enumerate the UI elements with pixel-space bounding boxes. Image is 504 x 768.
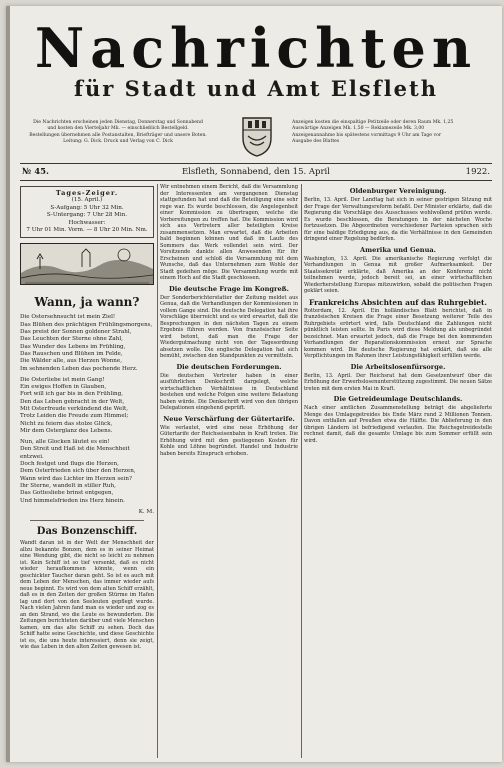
poem-line: Wann wird das Lichter im Herzen sein? [20,475,132,482]
poem-line: Ein ewiges Hoffen in Glauben, [20,384,107,391]
poem-stanza [20,314,154,372]
tageszeiger-date: (15. April.) [71,197,103,204]
article-body: Rotterdam, 12. April. Ein holländisches Blatt berichtet, daß in französischen Kreisen die Frage einer Besetzung weiterer Teile des Ruhrgebiets erörtert wird, falls Deutschland die Zahlungen nicht pünktlich leisten sollte. In Paris wird diese Meldung als unbegründet bezeichnet. Man erwartet jedoch, daß die Frage bei den kommenden Verhandlungen der Reparationskommission erneut zur Sprache kommen wird. Die deutsche Regierung hat erklärt, daß sie alle Verpflichtungen im Rahmen ihrer Leistungsfähigkeit erfüllen werde. [304,307,492,359]
subscription-line: Leitung: G. Dick. Druck und Verlag von C. Dick [63,139,173,145]
article-body: Berlin, 13. April. Der Landtag hat sich in seiner gestrigen Sitzung mit der Frage der Verwaltungsreform befaßt. Der Minister erklärte, daß die Regierung die Vorschläge des Ausschusses wohlwollend prüfen werde. Es wurde beschlossen, die Beratungen in der nächsten Woche fortzusetzen. Die Abgeordneten verschiedener Parteien sprachen sich für eine baldige Erledigung aus, da die Verhältnisse in den Gemeinden dringend einer Regelung bedürfen. [304,197,492,242]
article-body: Berlin, 13. April. Der Reichsrat hat dem Gesetzentwurf über die Erhöhung der Erwerbslosenunterstützung zugestimmt. Die neuen Sätze treten mit dem ersten Mai in Kraft. [304,372,492,392]
poem-stanza [20,377,154,435]
poem-line: Die Osterliebe ist mein Gang! [20,376,105,383]
article-body: Der Sonderberichterstatter der Zeitung meldet aus Genua, daß die Verhandlungen der Kommissionen in vollem Gange sind. Die deutsche Delegation hat ihre Vorschläge überreicht und es wird erwartet, daß die Besprechungen in den nächsten Tagen zu einem Ergebnis führen werden. Von französischer Seite wird betont, daß man die Frage der Wiedergutmachung nicht von der Tagesordnung absetzen wolle. Die englische Delegation hat sich bemüht, zwischen den Standpunkten zu vermitteln. [160,294,298,359]
article-heading: Die Getreideumlage Deutschlands. [333,395,463,403]
poem-line: Die Ostersehnsucht ist mein Ziel! [20,314,116,321]
masthead-subtitle: für Stadt und Amt Elsfleth [73,76,439,101]
column-divider [301,184,302,758]
poem-line: Die Wälder alle, aus Herzen Wonne, [20,358,122,365]
poem-line: Dem Osterfrieden sich über den Herzen, [20,468,136,475]
poem-line: Mit Osterfreude verkündend die Welt, [20,406,129,412]
column-left [20,184,154,758]
article-body: Die deutschen Vertreter haben in einer ausführlichen Denkschrift dargelegt, welche wirtschaftlichen Verhältnisse in Deutschland bestehen und welche Folgen eine weitere Belastung haben würde. Die Denkschrift wird von den übrigen Delegationen eingehend geprüft. [160,372,298,411]
town-crest-icon [240,114,274,158]
tageszeiger-line: 7 Uhr 01 Min. Vorm. — 8 Uhr 20 Min. Nm. [26,227,148,234]
issue-year: 1922. [465,167,490,177]
poem-line: Im sehnenden Leben das pochende Herz. [20,365,138,372]
article-heading: Die deutsche Frage im Kongreß. [169,284,289,293]
article-heading: Amerika und Genua. [360,245,436,254]
poem-line: Das Blühen des prächtigen Frühlingsmorgens, [20,321,153,328]
tageszeiger-heading: Tages-Zeiger. [55,189,119,197]
issue-number: № 45. [22,167,49,177]
header-rule-top [20,163,492,164]
tageszeiger-line: S-Untergang: 7 Uhr 28 Min. [46,212,128,219]
page-binding-edge [6,6,10,762]
advertising-line: Anzeigen kosten die einspaltige Petitzeile oder deren Raum Mk. 1,25 [292,120,454,125]
subscription-line: Die Nachrichten erscheinen jeden Dienstag, Donnerstag und Sonnabend [33,120,203,125]
advertising-line: Ausgabe des Blattes [292,139,340,145]
advertising-line: Anzeigenannahme bis spätestens vormittags 9 Uhr am Tage vor [292,132,442,138]
subscription-line: und kosten den Vierteljahr Mk. — einschließlich Bestellgeld. [47,126,189,132]
article-heading: Neue Verschärfung der Gütertarife. [163,414,295,423]
article-heading: Die Arbeitslosenfürsorge. [350,362,446,371]
column-divider [157,184,158,758]
poem-line: Mir dem Osterglanz des Lebens. [20,427,113,434]
column-middle [160,184,298,758]
poem-line: Das Leuchten der Sterne ohne Zahl, [20,336,123,343]
header-rule-bottom [20,180,492,181]
article-heading: Frankreichs Absichten auf das Ruhrgebiet. [308,297,488,307]
poem-line: Das Rauschen und Blühen im Felde, [20,350,123,357]
poem-line: Nicht zu feiern das stolze Glück, [20,420,113,427]
subscription-info [20,120,216,146]
poem-line: Fort will ich gar bis in den Frühling, [20,391,124,398]
masthead-title: Nachrichten [34,16,478,80]
place-and-date: Elsfleth, Sonnabend, den 15. April [182,167,330,177]
article-heading: Oldenburger Vereinigung. [349,187,447,195]
subscription-line: Bestellungen übernehmen alle Postanstalten, Briefträger und unsere Boten. [29,132,207,138]
tageszeiger-line: Hochwasser: [68,219,106,226]
advertising-line: Auswärtige Anzeigen Mk. 1,50 — Reklamezeile Mk. 3,00 [292,126,425,132]
advertising-info [292,120,488,146]
article-body: Wie verlautet, wird eine neue Erhöhung der Gütertarife der Reichseisenbahn in Kraft treten. Die Erhöhung wird mit den gestiegenen Kosten für Kohle und Löhne begründet. Handel und Industrie haben bereits Einspruch erhoben. [160,424,298,457]
poem-line: Nun, alle Glocken läutet es ein! [20,439,110,446]
dateline [20,166,492,178]
poem [20,314,154,516]
article-body: Wandt daran ist in der Welt der Menschheit der allzu bekannte Bonzen, dem es in seiner Heimat eine Wendung gibt, die nicht so leicht zu nehmen ist. Kein Schiff ist so tief versenkt, daß es nicht wieder heraufkommen könnte, wenn ein geschickter Taucher daran geht. So ist es auch mit dem Leben der Menschen, das immer wieder aufs neue beginnt. Es wird von dem alten Schiff erzählt, daß es in den Zeiten der großen Stürme im Hafen lag und dort von den Seeleuten gepflegt wurde. Nach vielen Jahren fand man es wieder und zog es an den Strand, wo die Leute es bewunderten. Die Zeitungen berichteten darüber und viele Menschen kamen, um das alte Schiff zu sehen. Doch das Schiff hatte seine Geschichte, und diese Geschichte ist es, die uns heute interessiert, denn sie zeigt, wie das Leben in den alten Zeiten gewesen ist. [20,540,154,651]
column-right [304,184,492,758]
poem-stanza [20,439,154,505]
tageszeiger-box [20,186,154,238]
poem-line: Das Gottesliebe brinst entgegen, [20,490,114,497]
poem-line: Und himmelsfrieden ins Herz hinein. [20,497,125,504]
article-body: Nach einer amtlichen Zusammenstellung beträgt die abgelieferte Menge des Umlagegetreides bis Ende März rund 2 Millionen Tonnen. Davon entfallen auf Preußen etwa die Hälfte. Die Ablieferung in den übrigen Ländern ist befriedigend verlaufen. Die Reichsgetreidestelle rechnet damit, daß die gesamte Umlage bis zum Sommer erfüllt sein wird. [304,405,492,444]
poem-author: K. M. [138,508,154,515]
section-separator [30,520,144,521]
poem-line: Doch festget und flugs die Herzen, [20,461,119,468]
poem-line: Das preist der Sonnen goldener Strahl, [20,329,132,336]
poem-line: Den Streit und Haß ist die Menschheit entzwei. [20,446,130,460]
poem-line: Das Wunder des Lebens im Frühling, [20,343,126,350]
article-body: Washington, 13. April. Die amerikanische Regierung verfolgt die Verhandlungen in Genua mit großer Aufmerksamkeit. Der Staatssekretär erklärte, daß Amerika an der Konferenz nicht teilnehmen werde, jedoch bereit sei, an einer wirtschaftlichen Wiederherstellung Europas mitzuwirken, sobald die politischen Fragen geklärt seien. [304,255,492,294]
poem-line: Trotz Leiden die Freude zum Himmel; [20,413,129,420]
poem-title: Wann, ja wann? [34,295,140,310]
article-heading: Das Bonzenschiff. [36,526,138,538]
article-body: Wir entnehmen einem Bericht, daß die Versammlung der Interessenten am vergangenen Dienstag stattgefunden hat und daß die Beteiligung eine sehr rege war. Es wurde beschlossen, die Angelegenheit einer Kommission zu übertragen, welche die Vorbereitungen zu treffen hat. Die Kommission wird sich aus Vertretern aller beteiligten Kreise zusammensetzen. Man erwartet, daß die Arbeiten bald beginnen können und daß im Laufe des Sommers das Werk vollendet sein wird. Der Vorsitzende dankte allen Anwesenden für ihr Erscheinen und schloß die Versammlung mit dem Wunsche, daß das Unternehmen zum Wohle der Stadt gedeihen möge. Die Versammlung wurde mit einem Hoch auf die Stadt geschlossen. [160,184,298,281]
poem-line: Den das Leben gebracht in der Welt, [20,398,125,405]
easter-landscape-illustration-icon [20,243,154,285]
poem-line: Ihr Sterne, wandelt in stiller Ruh, [20,482,116,489]
masthead [16,18,496,102]
tageszeiger-line: S-Aufgang: 5 Uhr 32 Min. [50,204,124,211]
article-heading: Die deutschen Forderungen. [176,362,282,371]
newspaper-page [6,6,502,762]
